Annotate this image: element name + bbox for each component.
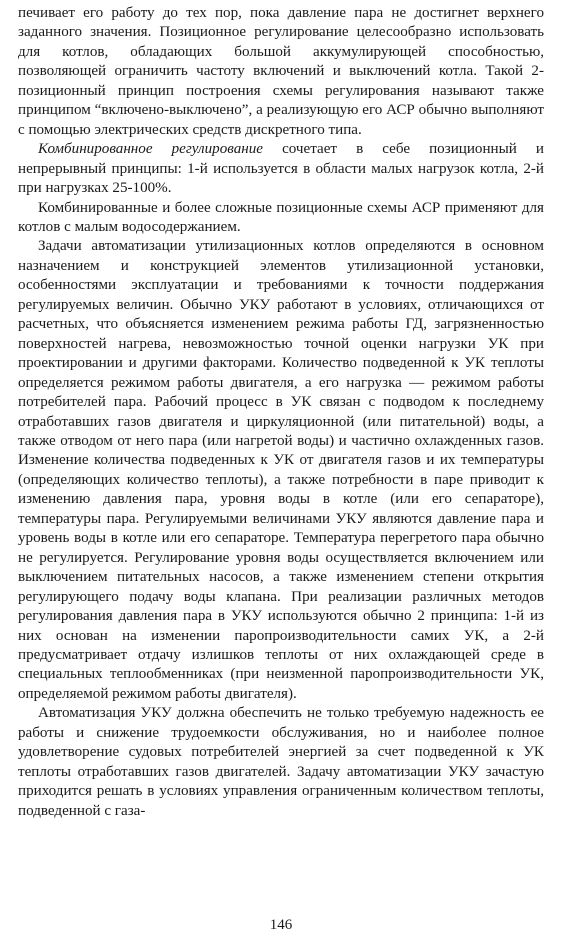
paragraph-continuation: печивает его работу до тех пор, пока давление пара не достигнет верхнего заданного значения. Позиционное регулирование целесообразно использовать для котлов, обладающих большой аккумулирующей способностью, позволяющей ограничить частоту включений и выключений котла. Такой 2-позиционный принцип построения схемы регулирования называют также принципом “включено-выключено”, а реализующую его АСР обычно выполняют с помощью электрических средств дискретного типа.	[18, 5, 544, 138]
paragraph-uku-automation: Автоматизация УКУ должна обеспечить не только требуемую надежность ее работы и снижение трудоемкости обслуживания, но и наиболее полное удовлетворение судовых потребителей энергией за счет подведенной к УК теплоты отработавших газов двигателей. Задачу автоматизации УКУ зачастую приходится решать в условиях управления ограниченным количеством теплоты, подведенной с газа-	[18, 705, 544, 819]
page-body	[18, 4, 544, 938]
term-combined-regulation: Комбинированное регулирование	[38, 141, 263, 158]
paragraph-combined-regulation-text: сочетает в себе позиционный и непрерывный принципы: 1-й используется в области малых нагрузок котла, 2-й при нагрузках 25-100%.	[18, 141, 544, 197]
paragraph-low-water-boilers: Комбинированные и более сложные позиционные схемы АСР применяют для котлов с малым водосодержанием.	[18, 199, 544, 235]
paragraph-automation-tasks: Задачи автоматизации утилизационных котлов определяются в основном назначением и конструкцией элементов утилизационной установки, особенностями эксплуатации и требованиями к точности поддержания регулируемых величин. Обычно УКУ работают в условиях, отличающихся от расчетных, что объясняется изменением режима работы ГД, загрязненностью поверхностей нагрева, невозможностью точной оценки нагрузки УК при проектировании и другими факторами. Количество подведенной к УК теплоты определяется режимом работы двигателя, а его нагрузка — режимом работы потребителей пара. Рабочий процесс в УК связан с подводом к последнему отработавших газов двигателя и циркуляционной (или питательной) воды, а также отводом от него пара (или нагретой воды) и частично охлажденных газов. Изменение количества подведенных к УК от двигателя газов и их температуры (определяющих количество теплоты), а также потребности в паре приводит к изменению давления пара, уровня воды в котле (или его сепараторе), температуры пара. Регулируемыми величинами УКУ являются давление пара и уровень воды в котле или его сепараторе. Температура перегретого пара обычно не регулируется. Регулирование уровня воды осуществляется включением или выключением питательных насосов, а также изменением степени открытия регулирующего подачу воды клапана. При реализации различных методов регулирования давления пара в УКУ используются обычно 2 принципа: 1-й из них основан на изменении паропроизводительности самих УК, а 2-й предусматривает отдачу излишков теплоты от них охлаждающей среде в специальных теплообменниках (при неизменной паропроизводительности УК, определяемой режимом работы двигателя).	[18, 238, 544, 702]
page-number: 146	[269, 917, 293, 933]
paragraph-combined-regulation	[18, 140, 544, 198]
